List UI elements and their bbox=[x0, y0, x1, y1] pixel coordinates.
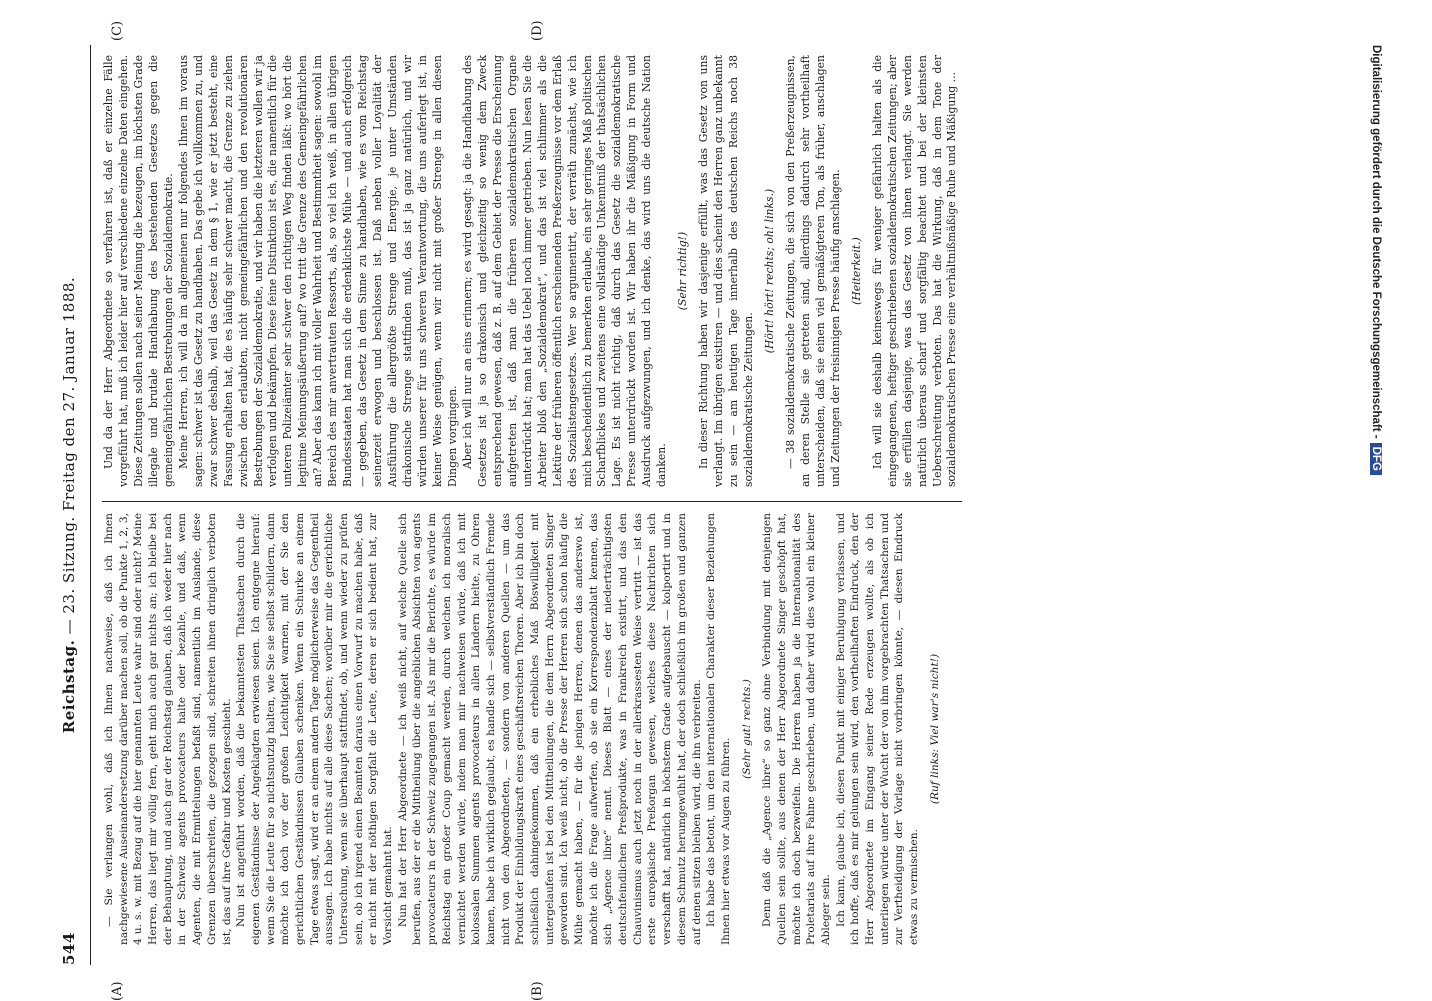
left-paragraph: Nun hat der Herr Abgeordnete — ich weiß nicht, auf welche Quelle sich berufen, aus der er die Mittheilung über die angeblichen Absichten von agents provocateurs in der Schweiz zugegangen ist. Als mir die Berichte, es würde im Reichstag ein großer Coup gemacht werden, durch welchen ich moralisch vernichtet werden würde, indem man mir nachweisen würde, daß ich mit kolossalen Summen agents provocateurs in allen Ländern hielte, zu Ohren kamen, habe ich wirklich geglaubt, es handle sich — selbstverständlich Fremde nicht von den Abgeordneten, — sondern von anderen Quellen — um das Produkt der Einbildungskraft eines geschäftsreichen Thoren. Aber ich bin doch schließlich dahingekommen, daß ein erhebliches Maß Böswilligkeit mit untergelaufen ist bei den Mittheilungen, die dem Herrn Abgeordneten Singer geworden sind. Ich weiß nicht, ob die Presse der Herren sich schon häufig die Mühe gemacht haben, — für die jenigen Herren, denen das anderswo ist, möchte ich die Frage aufwerfen, ob sie ein Korrespondenzblatt kennen, das sich „Agence libre“ nennt. Dieses Blatt — eines der niederträchtigsten deutschfeindlichen Preßprodukte, was in Frankreich existirt, und das den Chauvinismus auch jetzt noch in der allerkrassesten Weise vertritt — ist das erste europäische Preßorgan gewesen, welches diese Nachrichten sich verschafft hat, natürlich in höchstem Grade aufgebauscht — kolportirt und in diesem Schmutz herumgewühlt hat, der doch schließlich im großen und ganzen auf denen sitzen bleiben wird, die ihn verbreiten. bbox=[396, 513, 703, 945]
document-page bbox=[50, 20, 1380, 1001]
right-interjection: (Sehr richtig!) bbox=[676, 231, 690, 311]
margin-mark-b: (B) bbox=[530, 981, 545, 1001]
title-rest: — 23. Sitzung. Freitag den 27. Januar 1888. bbox=[60, 276, 78, 640]
left-paragraph: Denn daß die „Agence libre“ so ganz ohne Verbindung mit denjenigen Quellen sein sollte, aus denen der Herr Abgeordnete Singer geschöpft hat, möchte ich doch bezweifeln. Die Herren haben ja die Internationalität des Proletariats auf ihre Fahne geschrieben, und daher wird dies wohl ein kleiner Ableger sein. bbox=[761, 513, 832, 945]
right-paragraph: Und da der Herr Abgeordnete so verfahren ist, daß er einzelne Fälle vorgeführt hat, muß ich leider hier auf verschiedene einzelne Daten eingehen. Diese Zeitungen sollen nach seiner Meinung die bezeugen, im höchsten Grade illegale und brutale Handhabung des bestehenden Gesetzes gegen die gemeingefährlichen Bestrebungen der Sozialdemokratie. bbox=[102, 55, 175, 487]
left-interjection: (Ruf links: Viel war's nicht!) bbox=[928, 653, 941, 805]
left-paragraph: Ich habe das betont, um den internationalen Charakter dieser Beziehungen Ihnen hier etwas vor Augen zu führen. bbox=[705, 513, 732, 945]
margin-mark-d: (D) bbox=[530, 20, 545, 41]
page-header bbox=[50, 45, 90, 965]
page-number: 544 bbox=[60, 932, 78, 965]
credit-text: Digitalisierung gefördert durch die Deutsche Forschungsgemeinschaft - bbox=[1370, 45, 1382, 439]
column-divider bbox=[102, 501, 962, 502]
page-title bbox=[60, 45, 78, 965]
right-interjection: (Heiterkeit.) bbox=[849, 237, 863, 305]
right-paragraph: Meine Herren, ich will da im allgemeinen nur folgendes Ihnen im voraus sagen: schwer ist das Gesetz zu handhaben. Das gebe ich vollkommen zu, und zwar schwer deshalb, weil das Gesetz in dem § 1, wie er jetzt besteht, eine Fassung erhalten hat, die es häufig sehr schwer macht, die Grenze zu ziehen zwischen den erlaubten, nicht gemeingefährlichen und den revolutionären Bestrebungen der Sozialdemokratie, und wir haben die letzteren wollen wir ja verfolgen und bekämpfen. Diese feine Distinktion ist es, die namentlich für die unteren Polizeiämter sehr schwer den richtigen Weg finden läßt: wo hört die legitime Meinungsäußerung auf? wo tritt die Grenze des Gemeingefährlichen an? Aber das kann ich mit voller Wahrheit und Bestimmtheit sagen: sowohl im Bereich des mir anvertrauten Ressorts, als, so viel ich weiß, in allen übrigen Bundesstaaten hat man sich die erdenklichste Mühe — und auch erfolgreich — gegeben, das Gesetz in dem Sinne zu handhaben, wie es vom Reichstag seinerzeit erwogen und beschlossen ist. Daß neben voller Loyalität der Ausführung die allergrößte Strenge und Energie, je unter Umständen drakonische Strenge stattfinden muß, das ist ja ganz natürlich, und wir würden unserer für uns schweren Verantwortung, die uns auferlegt ist, in keiner Weise genügen, wenn wir nicht mit großer Strenge in allen diesen Dingen vorgingen. bbox=[176, 55, 459, 487]
right-paragraph: In dieser Richtung haben wir dasjenige erfüllt, was das Gesetz von uns verlangt. Im übrigen existiren — und dies scheint den Herren ganz unbekannt zu sein — am heutigen Tage innerhalb des deutschen Reichs noch 38 sozialdemokratische Zeitungen. bbox=[697, 55, 756, 487]
left-column bbox=[102, 513, 949, 945]
left-paragraph: Nun ist angeführt worden, daß die bekanntesten Thatsachen durch die eigenen Geständnisse der Angeklagten erwiesen seien. Ich entgegne hierauf: wenn Sie die Leute für so nichtsnutzig halten, wie Sie sie selbst schildern, dann möchte ich doch vor der großen Leichtigkeit warnen, mit der Sie den gerichtlichen Geständnissen Glauben schenken. Wenn ein Schurke an einem Tage etwas sagt, wird er an einem andern Tage möglicherweise das Gegentheil aussagen. Ich habe nichts auf alle diese Sachen; worüber mir die gerichtliche Untersuchung, wenn sie überhaupt stattfindet, ob, und wenn wieder zu prüfen sein, ob ich irgend einen Beamten daraus einen Vorwurf zu machen habe, daß er nicht mit der nöthigen Sorgfalt die Leute, deren er sich bedient hat, zur Vorsicht gemahnt hat. bbox=[235, 513, 395, 945]
right-paragraph: Aber ich will nur an eins erinnern; es wird gesagt: ja die Handhabung des Gesetzes ist ja so drakonisch und gleichzeitig so wenig dem Zweck entsprechend gewesen, daß z. B. auf dem Gebiet der Presse die Erscheinung aufgetreten ist, daß man die früheren sozialdemokratischen Organe unterdrückt hat; man hat das Uebel noch immer getrieben. Nun lesen Sie die Arbeiter bloß den „Sozialdemokrat“, und das ist viel schlimmer als die Lektüre der früheren öffentlich erscheinenden Preßerzeugnisse vor dem Erlaß des Sozialistengesetzes. Wer so argumentirt, der verräth zunächst, wie ich mich bescheidentlich zu bemerken erlaube, ein sehr geringes Maß politischen Scharfblickes und zweitens eine vollständige Unkenntniß der thatsächlichen Lage. Es ist nicht richtig, daß durch das Gesetz die sozialdemokratische Presse unterdrückt worden ist. Wir haben ihr die Mäßigung in Form und Ausdruck aufgezwungen, und ich denke, das wird uns die deutsche Nation danken. bbox=[460, 55, 669, 487]
title-prefix: Reichstag. bbox=[60, 639, 78, 734]
left-paragraph: Ich kann, glaube ich, diesen Punkt mit einiger Beruhigung verlassen, und ich hoffe, daß es mir gelungen sein wird, den vortheilhaften Eindruck, den der Herr Abgeordnete im Eingang seiner Rede erzeugen wollte, als ob ich unterliegen würde unter der Wucht der von ihm vorgebrachten Thatsachen und zur Vertheidigung der Vorlage nicht vorbringen könnte, — diesen Eindruck etwas zu vermischen. bbox=[834, 513, 921, 945]
digitization-credit bbox=[1370, 45, 1382, 945]
margin-mark-c: (C) bbox=[110, 20, 125, 41]
margin-mark-a: (A) bbox=[110, 981, 125, 1001]
dfg-logo: DFG bbox=[1370, 443, 1382, 475]
right-paragraph: Ich will sie deshalb keineswegs für weniger gefährlich halten als die eingegangenen, heftiger geschriebenen sozialdemokratischen Zeitungen; aber sie erfüllen dasjenige, was das Gesetz von ihnen verlangt. Sie werden natürlich überaus scharf und sorgfältig beachtet und bei der kleinsten Ueberschreitung verboten. Das hat die Wirkung, daß in dem Tone der sozialdemokratischen Presse eine verhältnißmäßige Ruhe und Mäßigung ... bbox=[870, 55, 959, 487]
left-interjection: (Sehr gut! rechts.) bbox=[740, 679, 753, 779]
header-rule bbox=[90, 45, 91, 965]
right-column bbox=[102, 55, 960, 487]
right-paragraph: — 38 sozialdemokratische Zeitungen, die sich von den Preßerzeugnissen, an deren Stelle sie getreten sind, allerdings dadurch sehr vortheilhaft unterscheiden, daß sie einen viel gemäßigteren Ton, als früher, anschlagen und Zeitungen der freisinnigen Presse häufig anschlagen. bbox=[783, 55, 842, 487]
right-interjection: (Hört! hört! rechts; oh! links.) bbox=[762, 188, 776, 354]
left-paragraph: — Sie verlangen wohl, daß ich Ihnen nachweise, daß ich Ihnen nachgewiesene Auseinandersetzung darüber machen soll, ob die Punkte 1, 2, 3, 4 u. s. w. mit Bezug auf die hier genannten Leute wahr sind oder nicht? Meine Herren, das liegt mir völlig fern, geht mich auch gar nichts an; ich bleibe bei der Behauptung, und auch gar der Reichstag glauben, daß ich weder hier nach in der Schweiz agents provocateurs halte oder bezahle, und daß, wenn Agenten, die mit Ermittelungen befaßt sind, namentlich im Auslande, diese Grenzen überschreiten, die gezogen sind, schreiten ihnen dringlich verboten ist, das auf ihre Gefahr und Kosten geschieht. bbox=[103, 513, 233, 945]
